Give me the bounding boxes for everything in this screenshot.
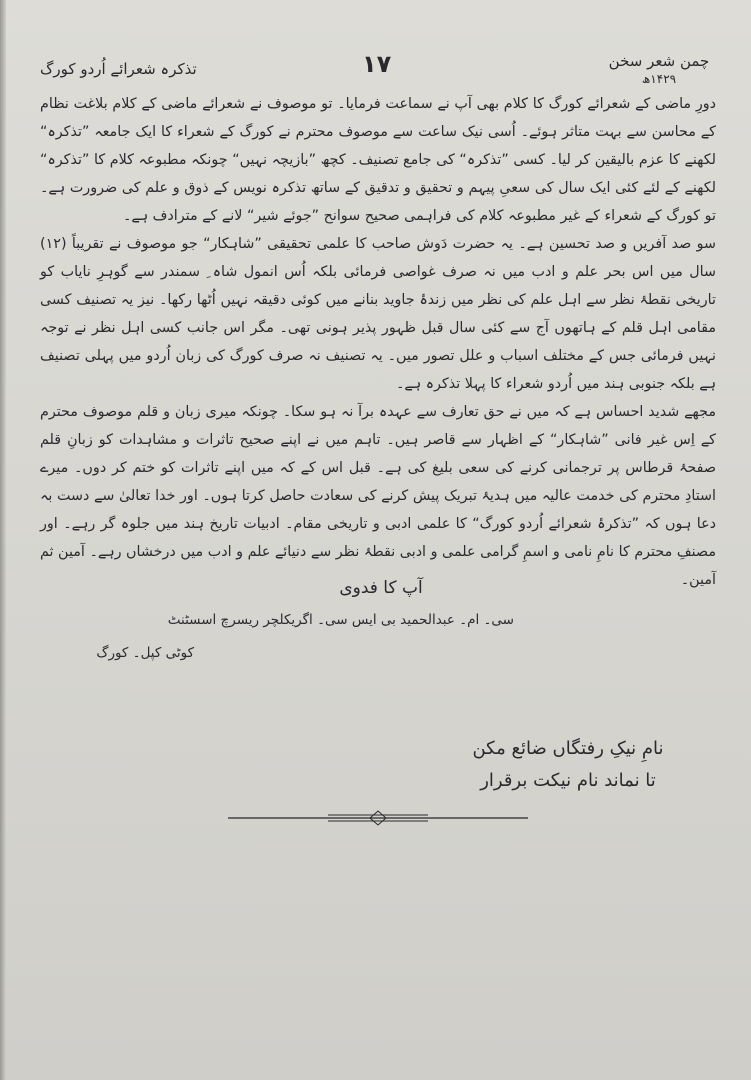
ornament-divider [228,808,528,828]
page-edge-shadow [0,0,6,1080]
paragraph-2: سو صد آفریں و صد تحسین ہے۔ یہ حضرت دَوش صاحب کا علمی تحقیقی ”شاہکار“ جو موصوف نے تقریباً (۱۲) سال میں اس بحر علم و ادب میں نہ صرف غواصی فرمائی بلکہ اُس انمول شاہ ِ سمندر سے گوہرِ نایاب کو تاریخی نقطۂ نظر سے اہل علم کی نظر میں زندۂ جاوید بنانے میں کوئی دقیقہ نہیں اُٹھا رکھا۔ نیز یہ تصنیف کسی مقامی اہل قلم کے ہاتھوں آج سے کئی سال قبل ظہور پذیر ہونی تھی۔ مگر اس جانب کسی اہل نظر نے توجہ نہیں فرمائی جس کے مختلف اسباب و علل تصور میں۔ یہ تصنیف نہ صرف کورگ کی زبان اُردو میں پہلی تصنیف ہے بلکہ جنوبی ہند میں اُردو شعراء کا پہلا تذکرہ ہے۔ [40,236,716,392]
running-head: تذکرہ شعرائے اُردو کورگ [40,60,197,78]
signature-address: کوٹی کپل۔ کورگ [96,645,194,661]
paragraph-3: مجھے شدید احساس ہے کہ میں نے حق تعارف سے عہدہ برآ نہ ہو سکا۔ چونکہ میری زبان و قلم موصوف محترم کے اِس غیر فانی ”شاہکار“ کے اظہار سے قاصر ہیں۔ تاہم میں نے اپنے صحیح تاثرات و مشاہدات کو زبانِ قلم صفحۂ قرطاس پر ترجمانی کرنے کی سعی بلیغ کی ہے۔ قبل اس کے کہ میں اپنے تاثرات کو ختم کر دوں۔ میرے استادِ محترم کی خدمت عالیہ میں ہدیۂ تبریک پیش کرنے کی سعادت حاصل کرتا ہوں۔ اور خدا تعالیٰ سے دست بہ دعا ہوں کہ ”تذکرۂ شعرائے اُردو کورگ“ کا علمی ادبی و تاریخی مقام۔ ادبیات تاریخ ہند میں جلوہ گر رہے۔ اور مصنفِ محترم کا نامِ نامی و اسمِ گرامی علمی و ادبی نقطۂ نظر سے دنیائے علم و ادب میں درخشاں رہے۔ آمین ثم آمین۔ [40,404,716,588]
header-date: ۱۴۲۹ھ [641,72,677,86]
body-text [40,90,716,594]
header-title: چمن شعر سخن [608,52,710,70]
paragraph-1: دورِ ماضی کے شعرائے کورگ کا کلام بھی آپ نے سماعت فرمایا۔ تو موصوف نے شعرائے ماضی کے کلام بلاغت نظام کے محاسن سے بہت متاثر ہوئے۔ اُسی نیک ساعت سے موصوف محترم نے کورگ کے شعراء کا ایک جامعہ ”تذکرہ“ لکھنے کا عزم بالیقین کر لیا۔ کسی ”تذکرہ“ کی جامع تصنیف۔ کچھ ”بازیچہ نہیں“ چونکہ مطبوعہ کلام کا ”تذکرہ“ لکھنے کے لئے کئی ایک سال کی سعیِ پیہم و تحقیق و تدقیق کے ساتھ تذکرہ نویس کے ذوق و علم کی ضرورت ہے۔ تو کورگ کے شعراء کے غیر مطبوعہ کلام کی فراہمی صحیح سوانح ”جوئے شیر“ لانے کے مترادف ہے۔ [40,96,716,224]
couplet-line-2: تا نماند نام نیکت برقرار [480,770,656,791]
page-number: ۱۷ [362,50,392,78]
signature-name: سی۔ ام۔ عبدالحمید بی ایس سی۔ اگریکلچر ریسرچ اسسٹنٹ [167,612,514,628]
couplet-line-1: نامِ نیکِ رفتگاں ضائع مکن [472,738,664,759]
signoff: آپ کا فدوی [339,578,423,598]
header-right-block [599,52,719,88]
